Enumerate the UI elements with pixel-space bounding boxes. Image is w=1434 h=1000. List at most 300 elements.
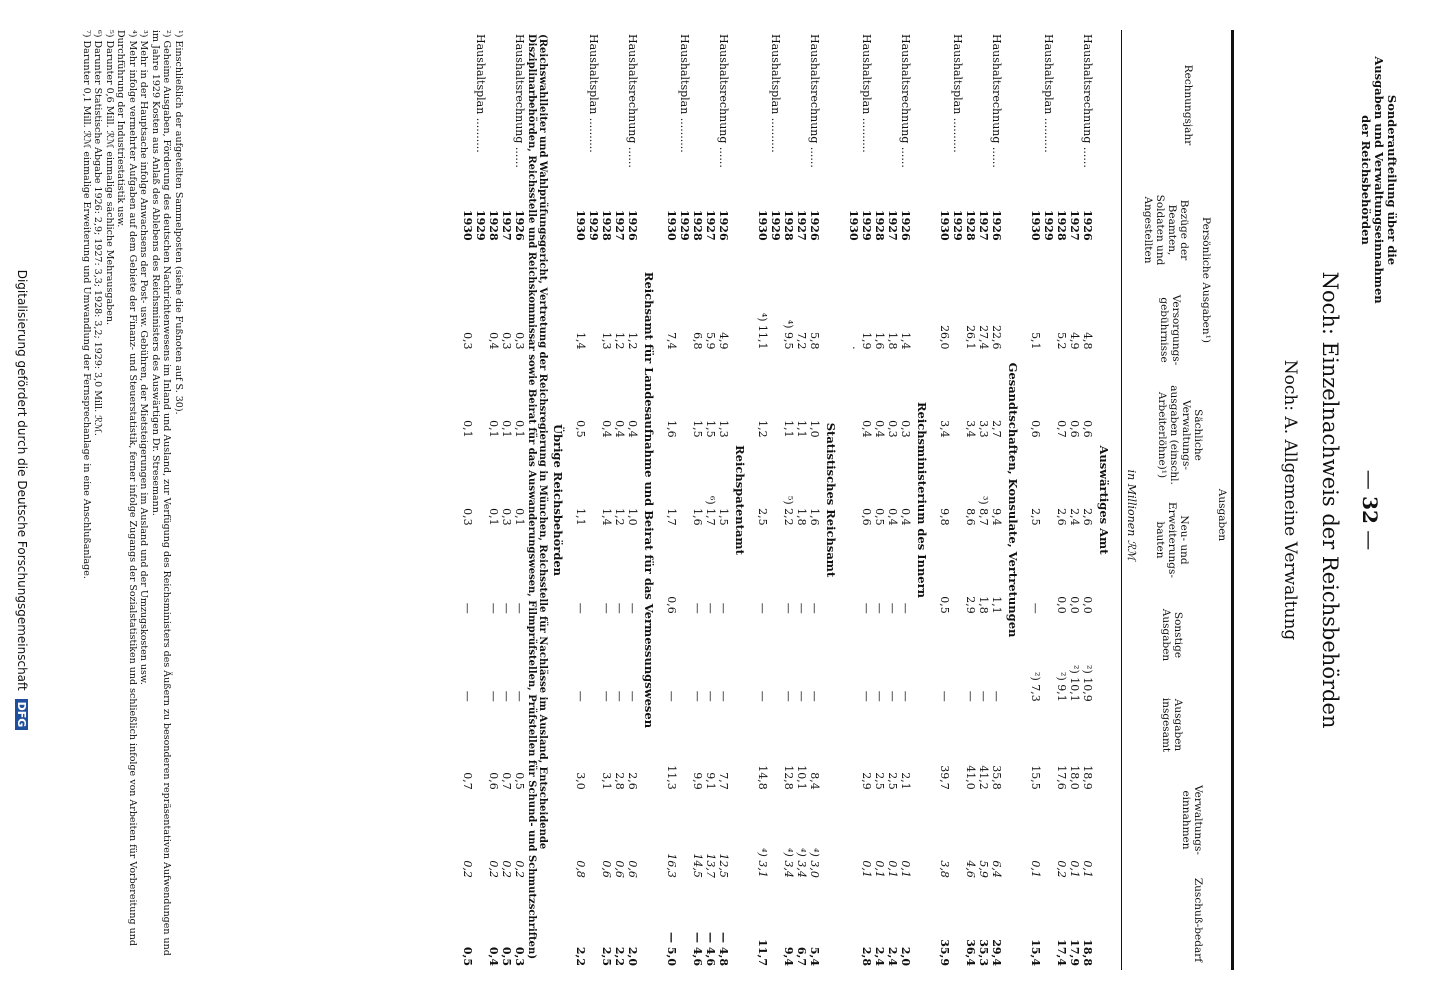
cell-value <box>587 618 600 706</box>
section-heading <box>1094 30 1114 970</box>
col-header-year: Rechnungsjahr <box>1182 64 1194 146</box>
cell-value: 0,0 <box>1055 596 1068 614</box>
cell-value: 1,2 <box>613 508 626 526</box>
cell-value: 0,7 <box>1055 420 1068 438</box>
table-row <box>600 30 613 970</box>
section-heading-text: Auswärtiges Amt <box>1097 445 1111 555</box>
table-row <box>678 30 691 970</box>
cell-value: 1,5 <box>704 420 717 438</box>
cell-value <box>769 882 782 970</box>
row-year: 1926 <box>626 209 639 241</box>
cell-value: ⁴) 9,5 <box>782 319 795 350</box>
cell-value: 2,6 <box>1081 508 1094 526</box>
header-bottom-rule <box>1121 30 1122 970</box>
row-year: 1927 <box>795 209 808 241</box>
cell-value: 0,1 <box>886 860 899 878</box>
section-heading <box>912 30 932 970</box>
cell-value: 0,1 <box>513 420 526 438</box>
section-heading-text: Statistisches Reichsamt <box>824 422 838 578</box>
cell-value <box>474 706 487 794</box>
cell-value: — <box>461 602 474 614</box>
row-year: 1926 <box>990 209 1003 241</box>
footnote: ²) Geheime Ausgaben, Förderung des deutschen Nachrichtenwesens im Inland und Ausland, zur Verfügung des Reichsministers des Äußern zu besonderen repräsentativen Aufwendungen und im Jahre 1929 Kosten aus Anlaß des Ablebens des Reichsministers des Auswärtigen Dr. Stresemann. <box>150 30 173 956</box>
section-heading <box>821 30 841 970</box>
gap-cell <box>568 30 574 970</box>
row-year: 1928 <box>691 209 704 241</box>
section-title: Noch: A. Allgemeine Verwaltung <box>1280 359 1300 641</box>
cell-value <box>474 530 487 618</box>
cell-value: — <box>990 690 1003 702</box>
page-heading-left <box>1359 30 1398 330</box>
cell-value: 4,8 <box>1081 332 1094 350</box>
cell-value: 18,8 <box>1081 939 1094 966</box>
cell-value <box>678 442 691 530</box>
table-row <box>613 30 626 970</box>
section-gap <box>568 30 574 970</box>
table-row <box>1029 30 1042 970</box>
cell-value: 0,6 <box>487 772 500 790</box>
cell-value: — <box>860 602 873 614</box>
cell-value: 0,7 <box>500 772 513 790</box>
cell-value: 0,6 <box>613 860 626 878</box>
cell-value: 0,4 <box>487 332 500 350</box>
footnote: ⁷) Darunter 0,1 Mill. ℛℳ einmalige Erweiterung und Umwandlung der Fernsprechanlage in eine Anschlußanlage. <box>81 30 92 579</box>
cell-value: 0,3 <box>500 508 513 526</box>
cell-value: 1,6 <box>873 332 886 350</box>
cell-value: 6,4 <box>990 860 1003 878</box>
cell-value <box>951 706 964 794</box>
cell-value <box>847 530 860 618</box>
data-table-body <box>455 30 1114 970</box>
cell-value: 14,8 <box>756 765 769 790</box>
cell-value: — <box>782 602 795 614</box>
cell-value: 0,5 <box>873 508 886 526</box>
cell-value: — <box>487 690 500 702</box>
cell-value: 7,2 <box>795 332 808 350</box>
cell-value: 0,3 <box>500 332 513 350</box>
cell-value: — <box>899 690 912 702</box>
cell-value: 3,8 <box>938 860 951 878</box>
cell-value: 3,3 <box>977 420 990 438</box>
table-row <box>587 30 600 970</box>
cell-value: — <box>613 690 626 702</box>
footnote: ⁵) Darunter 0,6 Mill. ℛℳ einmalige sächliche Mehrausgaben. <box>104 30 115 326</box>
row-label: Haushaltsrechnung ...... <box>513 34 526 168</box>
cell-value: — <box>795 690 808 702</box>
col-header-persoenlich: Persönliche Ausgaben¹) <box>1200 217 1212 343</box>
cell-value: 2,7 <box>990 420 1003 438</box>
row-year: 1927 <box>500 209 513 241</box>
cell-value: 17,4 <box>1055 939 1068 966</box>
cell-value: 2,6 <box>1055 508 1068 526</box>
cell-value: 0,6 <box>1068 420 1081 438</box>
row-label: Haushaltsplan .......... <box>474 34 487 153</box>
cell-value: — <box>977 690 990 702</box>
cell-value: 0,5 <box>461 946 474 966</box>
cell-value: 0,5 <box>513 772 526 790</box>
cell-value: 0,2 <box>461 860 474 878</box>
table-row <box>626 30 639 970</box>
row-year: 1928 <box>1055 209 1068 241</box>
cell-value: 17,6 <box>1055 765 1068 790</box>
cell-value: — 5,0 <box>665 932 678 966</box>
section-heading-text: Reichspatentamt <box>733 445 747 555</box>
table-top-rule <box>1231 30 1234 970</box>
cell-value: 1,3 <box>717 420 730 438</box>
row-year: 1928 <box>600 209 613 241</box>
cell-value: 1,9 <box>860 332 873 350</box>
cell-value: — <box>691 602 704 614</box>
cell-value: — <box>691 690 704 702</box>
cell-value: 0,4 <box>613 420 626 438</box>
table-row <box>964 30 977 970</box>
table-row <box>1042 30 1055 970</box>
cell-value: 1,2 <box>756 420 769 438</box>
dfg-logo: DFG <box>15 699 28 731</box>
cell-value <box>951 882 964 970</box>
row-year: 1929 <box>1042 209 1055 241</box>
table-row <box>574 30 587 970</box>
cell-value: 0,3 <box>899 420 912 438</box>
row-label: Haushaltsrechnung ...... <box>717 34 730 168</box>
cell-value: 1,0 <box>808 420 821 438</box>
cell-value: 5,2 <box>1055 332 1068 350</box>
table-row <box>756 30 769 970</box>
cell-value: 9,9 <box>691 772 704 790</box>
row-label <box>500 30 513 206</box>
cell-value: 6,7 <box>795 946 808 966</box>
cell-value <box>1042 266 1055 354</box>
cell-value <box>769 618 782 706</box>
cell-value <box>1042 794 1055 882</box>
cell-value: 22,6 <box>990 325 1003 350</box>
footnote: ⁴) Mehr infolge vermehrter Aufgaben auf dem Gebiete der Finanz- und Steuerstatistik, ferner infolge Zugangs der Sozialstatistiken und schließlich infolge von Arbeiten für Vorbereitung und Durchführung der Industriestatistik usw. <box>115 30 138 946</box>
section-heading-text: Reichsamt für Landesaufnahme und Beirat für das Vermessungswesen <box>642 271 656 729</box>
col-header-ausgaben: Ausgaben <box>1216 488 1228 542</box>
cell-value: 2,8 <box>860 946 873 966</box>
row-year: 1928 <box>487 209 500 241</box>
heading-line: Sonderaufteilung über die <box>1385 94 1399 266</box>
col-header-zuschuss: Zuschuß-bedarf <box>1192 877 1204 963</box>
cell-value: — <box>886 690 899 702</box>
cell-value: 5,9 <box>977 860 990 878</box>
cell-value: 1,4 <box>600 508 613 526</box>
cell-value: ²) 10,9 <box>1081 665 1094 702</box>
row-label <box>487 30 500 206</box>
table-row <box>500 30 513 970</box>
main-title: Noch: Einzelnachweis der Reichsbehörden <box>1318 271 1342 729</box>
cell-value: 16,3 <box>665 853 678 878</box>
cell-value: — <box>808 690 821 702</box>
cell-value: 7,7 <box>717 772 730 790</box>
cell-value: — <box>886 602 899 614</box>
cell-value: 8,6 <box>964 508 977 526</box>
cell-value <box>769 706 782 794</box>
cell-value: 12,8 <box>782 765 795 790</box>
cell-value: 0,5 <box>500 946 513 966</box>
table-row <box>977 30 990 970</box>
table-row <box>704 30 717 970</box>
cell-value: — <box>756 690 769 702</box>
cell-value: 39,7 <box>938 765 951 790</box>
cell-value <box>769 794 782 882</box>
row-label <box>1029 30 1042 206</box>
row-year: 1927 <box>1068 209 1081 241</box>
cell-value: 29,4 <box>990 939 1003 966</box>
row-label <box>795 30 808 206</box>
cell-value: 0,1 <box>899 860 912 878</box>
cell-value: 0,1 <box>487 420 500 438</box>
cell-value: 2,4 <box>873 946 886 966</box>
cell-value <box>587 530 600 618</box>
cell-value: 2,2 <box>613 946 626 966</box>
cell-value: — <box>461 690 474 702</box>
section-gap <box>932 30 938 970</box>
row-year: 1928 <box>964 209 977 241</box>
cell-value <box>769 266 782 354</box>
cell-value: — <box>500 602 513 614</box>
cell-value: — <box>600 602 613 614</box>
section-heading-text: Reichsministerium des Innern <box>915 401 929 599</box>
table-row <box>1055 30 1068 970</box>
cell-value: 2,5 <box>886 772 899 790</box>
cell-value <box>587 354 600 442</box>
cell-value: 15,5 <box>1029 765 1042 790</box>
row-year: 1927 <box>886 209 899 241</box>
cell-value: 2,5 <box>1029 508 1042 526</box>
row-label <box>886 30 899 206</box>
cell-value: 1,8 <box>795 508 808 526</box>
cell-value: 2,4 <box>886 946 899 966</box>
cell-value: 6,8 <box>691 332 704 350</box>
cell-value: 1,1 <box>795 420 808 438</box>
cell-value: ²) 9,1 <box>1055 672 1068 702</box>
cell-value: 1,7 <box>665 508 678 526</box>
cell-value <box>474 266 487 354</box>
section-gap <box>750 30 756 970</box>
row-label: Haushaltsrechnung ...... <box>808 34 821 168</box>
section-gap <box>841 30 847 970</box>
cell-value: — 4,8 <box>717 932 730 966</box>
row-label: Haushaltsplan .......... <box>860 34 873 153</box>
cell-value: 11,3 <box>665 765 678 790</box>
cell-value: ²) 7,3 <box>1029 672 1042 702</box>
cell-value: 0,4 <box>860 420 873 438</box>
cell-value: ²) 10,1 <box>1068 665 1081 702</box>
cell-value: — 4,6 <box>704 932 717 966</box>
row-label <box>847 30 860 206</box>
cell-value: 35,9 <box>938 939 951 966</box>
cell-value: 1,6 <box>691 508 704 526</box>
table-row <box>474 30 487 970</box>
cell-value: 0,5 <box>938 596 951 614</box>
row-year: 1927 <box>704 209 717 241</box>
cell-value: 11,7 <box>756 939 769 966</box>
table-row <box>795 30 808 970</box>
gap-cell <box>841 30 847 970</box>
cell-value: — 4,6 <box>691 932 704 966</box>
cell-value: 2,5 <box>873 772 886 790</box>
cell-value: 0,3 <box>461 332 474 350</box>
cell-value <box>769 442 782 530</box>
cell-value: 0,6 <box>626 860 639 878</box>
row-year: 1928 <box>782 209 795 241</box>
cell-value: 13,7 <box>704 853 717 878</box>
table-row <box>717 30 730 970</box>
row-label <box>574 30 587 206</box>
row-year: 1930 <box>756 209 769 241</box>
cell-value <box>847 882 860 970</box>
cell-value: 2,0 <box>899 946 912 966</box>
table-row <box>1081 30 1094 970</box>
cell-value: 1,1 <box>782 420 795 438</box>
col-header-bezuege: Bezüge der Beamten, Soldaten und Angestellten <box>1142 194 1190 266</box>
cell-value: 2,5 <box>756 508 769 526</box>
table-row <box>938 30 951 970</box>
cell-value: 0,4 <box>886 508 899 526</box>
row-label: Haushaltsrechnung ...... <box>1081 34 1094 168</box>
table-row <box>487 30 500 970</box>
cell-value <box>951 354 964 442</box>
table-row <box>691 30 704 970</box>
cell-value <box>951 442 964 530</box>
cell-value <box>474 354 487 442</box>
row-year: 1926 <box>513 209 526 241</box>
table-row <box>808 30 821 970</box>
gap-cell <box>750 30 756 970</box>
cell-value <box>678 266 691 354</box>
cell-value <box>587 794 600 882</box>
cell-value: 8,4 <box>808 772 821 790</box>
cell-value: 1,5 <box>717 508 730 526</box>
cell-value: 2,5 <box>600 946 613 966</box>
cell-value: 2,6 <box>626 772 639 790</box>
footnote: ⁶) Darunter Statistische Abgabe 1926: 2,9; 1927: 3,3; 1928: 3,2; 1929: 3,0 Mill. ℛℳ. <box>92 30 104 436</box>
row-label: Haushaltsplan .......... <box>769 34 782 153</box>
cell-value: 9,4 <box>782 946 795 966</box>
cell-value: 1,2 <box>613 332 626 350</box>
row-label: Haushaltsplan .......... <box>1042 34 1055 153</box>
cell-value: — <box>717 690 730 702</box>
cell-value: 17,9 <box>1068 939 1081 966</box>
footnote: ³) Mehr in der Hauptsache infolge Anwachsens der Post- usw. Gebühren, der Mietsteigerungen im Ausland und der Umzugskosten usw. <box>138 30 150 685</box>
table-row <box>951 30 964 970</box>
cell-value: 3,4 <box>938 420 951 438</box>
row-label <box>613 30 626 206</box>
cell-value: 0,3 <box>461 508 474 526</box>
table-row <box>860 30 873 970</box>
data-table <box>455 30 1114 970</box>
cell-value <box>678 794 691 882</box>
cell-value <box>678 706 691 794</box>
cell-value <box>678 618 691 706</box>
cell-value: 0,6 <box>860 508 873 526</box>
row-year: 1926 <box>808 209 821 241</box>
cell-value: — <box>626 690 639 702</box>
cell-value: 2,8 <box>613 772 626 790</box>
cell-value: 4,9 <box>1068 332 1081 350</box>
cell-value: — <box>513 602 526 614</box>
table-row <box>899 30 912 970</box>
cell-value: 0,3 <box>886 420 899 438</box>
digitization-note <box>15 0 29 1000</box>
cell-value: 5,4 <box>808 946 821 966</box>
cell-value <box>769 530 782 618</box>
cell-value: — <box>513 690 526 702</box>
cell-value: — <box>704 602 717 614</box>
cell-value <box>951 794 964 882</box>
cell-value: 1,3 <box>600 332 613 350</box>
cell-value: 4,9 <box>717 332 730 350</box>
cell-value: 0,4 <box>487 946 500 966</box>
digitization-text: Digitalisierung gefördert durch die Deutsche Forschungsgemeinschaft <box>15 269 29 691</box>
col-header-einnahmen: Verwaltungs-einnahmen <box>1180 785 1204 855</box>
cell-value: ⁴) 3,4 <box>782 848 795 878</box>
cell-value: 1,6 <box>808 508 821 526</box>
cell-value: 36,4 <box>964 939 977 966</box>
cell-value: — <box>873 690 886 702</box>
cell-value: — <box>808 602 821 614</box>
section-heading <box>639 30 659 970</box>
row-year: 1929 <box>951 209 964 241</box>
row-label: Haushaltsplan .......... <box>587 34 600 153</box>
cell-value: 5,9 <box>704 332 717 350</box>
cell-value: 1,4 <box>899 332 912 350</box>
table-row <box>513 30 526 970</box>
footnote: ¹) Einschließlich der aufgeteilten Sammelposten (siehe die Fußnoten auf S. 30). <box>173 30 184 415</box>
cell-value: 1,5 <box>691 420 704 438</box>
row-year: 1926 <box>717 209 730 241</box>
cell-value: 26,1 <box>964 325 977 350</box>
cell-value: 2,9 <box>860 772 873 790</box>
row-label: Haushaltsplan .......... <box>678 34 691 153</box>
cell-value: 0,6 <box>600 860 613 878</box>
section-gap <box>659 30 665 970</box>
cell-value: 2,0 <box>626 946 639 966</box>
cell-value: 0,1 <box>1081 860 1094 878</box>
cell-value: 0,4 <box>899 508 912 526</box>
table-row <box>1068 30 1081 970</box>
cell-value <box>1042 882 1055 970</box>
cell-value: 41,0 <box>964 765 977 790</box>
cell-value <box>769 354 782 442</box>
cell-value: — <box>938 690 951 702</box>
gap-cell <box>1023 30 1029 970</box>
footnotes <box>81 30 185 970</box>
row-year: 1930 <box>847 209 860 241</box>
cell-value: — <box>782 690 795 702</box>
page-number: — 32 — <box>1358 469 1382 551</box>
cell-value: — <box>600 690 613 702</box>
cell-value: ³) 8,7 <box>977 495 990 526</box>
cell-value <box>678 882 691 970</box>
cell-value <box>847 794 860 882</box>
row-label <box>756 30 769 206</box>
cell-value <box>474 882 487 970</box>
cell-value <box>474 442 487 530</box>
cell-value: 0,4 <box>626 420 639 438</box>
cell-value: 0,1 <box>860 860 873 878</box>
cell-value <box>951 618 964 706</box>
cell-value <box>678 530 691 618</box>
cell-value: 9,1 <box>704 772 717 790</box>
cell-value: 5,1 <box>1029 332 1042 350</box>
cell-value <box>847 706 860 794</box>
table-row <box>782 30 795 970</box>
unit-label: in Millionen ℛℳ <box>1125 469 1138 561</box>
cell-value: 7,4 <box>665 332 678 350</box>
cell-value: — <box>1029 602 1042 614</box>
